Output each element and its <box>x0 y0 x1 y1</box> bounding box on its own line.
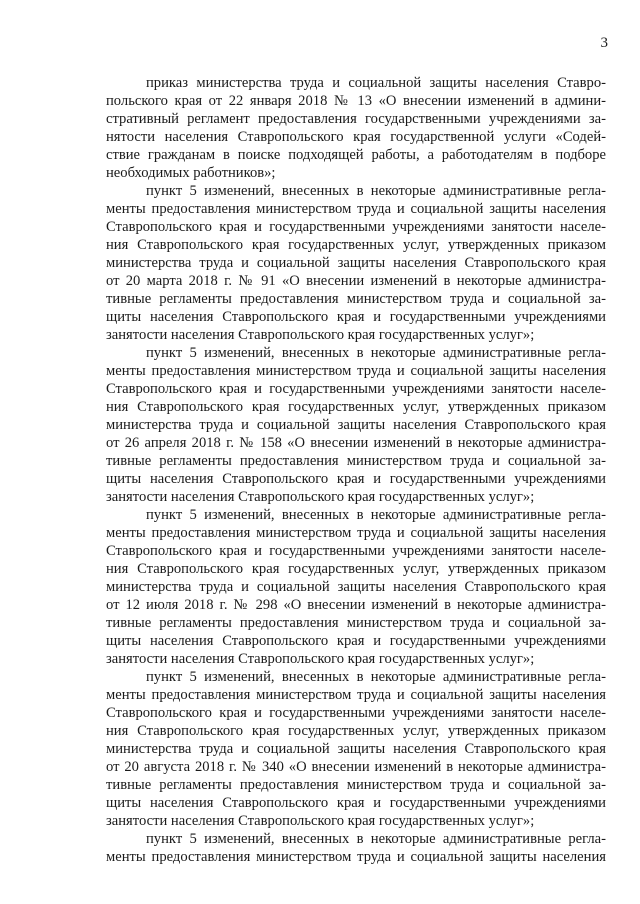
text-line: менты предоставления министерством труда и социальной защиты населения <box>106 525 606 541</box>
text-line: щиты населения Ставропольского края и государственными учреждениями <box>106 309 606 325</box>
text-line: ния Ставропольского края государственных услуг, утвержденных приказом <box>106 237 606 253</box>
text-line: менты предоставления министерством труда и социальной защиты населения <box>106 687 606 703</box>
text-line: от 12 июля 2018 г. № 298 «О внесении изменений в некоторые администра- <box>106 597 606 613</box>
text-line: тивные регламенты предоставления министерством труда и социальной за- <box>106 777 606 793</box>
text-line: ния Ставропольского края государственных услуг, утвержденных приказом <box>106 561 606 577</box>
document-body <box>106 74 606 866</box>
text-line: ния Ставропольского края государственных услуг, утвержденных приказом <box>106 723 606 739</box>
page-number: 3 <box>600 35 608 51</box>
text-line: ствие гражданам в поиске подходящей работы, а работодателям в подборе <box>106 147 606 163</box>
text-line: министерства труда и социальной защиты населения Ставропольского края <box>106 741 606 757</box>
text-line: министерства труда и социальной защиты населения Ставропольского края <box>106 417 606 433</box>
text-line: тивные регламенты предоставления министерством труда и социальной за- <box>106 291 606 307</box>
paragraph-4 <box>106 506 606 668</box>
text-line: от 20 августа 2018 г. № 340 «О внесении изменений в некоторые администра- <box>106 759 606 775</box>
text-line: занятости населения Ставропольского края государственных услуг»; <box>106 813 535 829</box>
text-line: стративный регламент предоставления государственными учреждениями за- <box>106 111 606 127</box>
text-line: менты предоставления министерством труда и социальной защиты населения <box>106 201 606 217</box>
text-line: от 20 марта 2018 г. № 91 «О внесении изменений в некоторые администра- <box>106 273 606 289</box>
paragraph-6 <box>106 830 606 866</box>
text-line: пункт 5 изменений, внесенных в некоторые административные регла- <box>146 669 606 685</box>
paragraph-3 <box>106 344 606 506</box>
text-line: министерства труда и социальной защиты населения Ставропольского края <box>106 579 606 595</box>
text-line: Ставропольского края и государственными учреждениями занятости населе- <box>106 381 606 397</box>
text-line: приказ министерства труда и социальной защиты населения Ставро- <box>146 75 606 91</box>
text-line: занятости населения Ставропольского края государственных услуг»; <box>106 489 535 505</box>
text-line: пункт 5 изменений, внесенных в некоторые административные регла- <box>146 831 606 847</box>
text-line: щиты населения Ставропольского края и государственными учреждениями <box>106 795 606 811</box>
text-line: ния Ставропольского края государственных услуг, утвержденных приказом <box>106 399 606 415</box>
text-line: пункт 5 изменений, внесенных в некоторые административные регла- <box>146 183 606 199</box>
text-line: занятости населения Ставропольского края государственных услуг»; <box>106 327 535 343</box>
text-line: Ставропольского края и государственными учреждениями занятости населе- <box>106 705 606 721</box>
text-line: занятости населения Ставропольского края государственных услуг»; <box>106 651 535 667</box>
text-line: нятости населения Ставропольского края государственной услуги «Содей- <box>106 129 606 145</box>
text-line: щиты населения Ставропольского края и государственными учреждениями <box>106 633 606 649</box>
text-line: министерства труда и социальной защиты населения Ставропольского края <box>106 255 606 271</box>
text-line: Ставропольского края и государственными учреждениями занятости населе- <box>106 543 606 559</box>
text-line: пункт 5 изменений, внесенных в некоторые административные регла- <box>146 507 606 523</box>
text-line: тивные регламенты предоставления министерством труда и социальной за- <box>106 453 606 469</box>
text-line: от 26 апреля 2018 г. № 158 «О внесении изменений в некоторые администра- <box>106 435 606 451</box>
text-line: необходимых работников»; <box>106 165 276 181</box>
text-line: менты предоставления министерством труда и социальной защиты населения <box>106 363 606 379</box>
text-line: менты предоставления министерством труда и социальной защиты населения <box>106 849 606 865</box>
paragraph-5 <box>106 668 606 830</box>
text-line: Ставропольского края и государственными учреждениями занятости населе- <box>106 219 606 235</box>
text-line: щиты населения Ставропольского края и государственными учреждениями <box>106 471 606 487</box>
text-line: тивные регламенты предоставления министерством труда и социальной за- <box>106 615 606 631</box>
paragraph-2 <box>106 182 606 344</box>
paragraph-1 <box>106 74 606 182</box>
text-line: польского края от 22 января 2018 № 13 «О внесении изменений в админи- <box>106 93 606 109</box>
text-line: пункт 5 изменений, внесенных в некоторые административные регла- <box>146 345 606 361</box>
